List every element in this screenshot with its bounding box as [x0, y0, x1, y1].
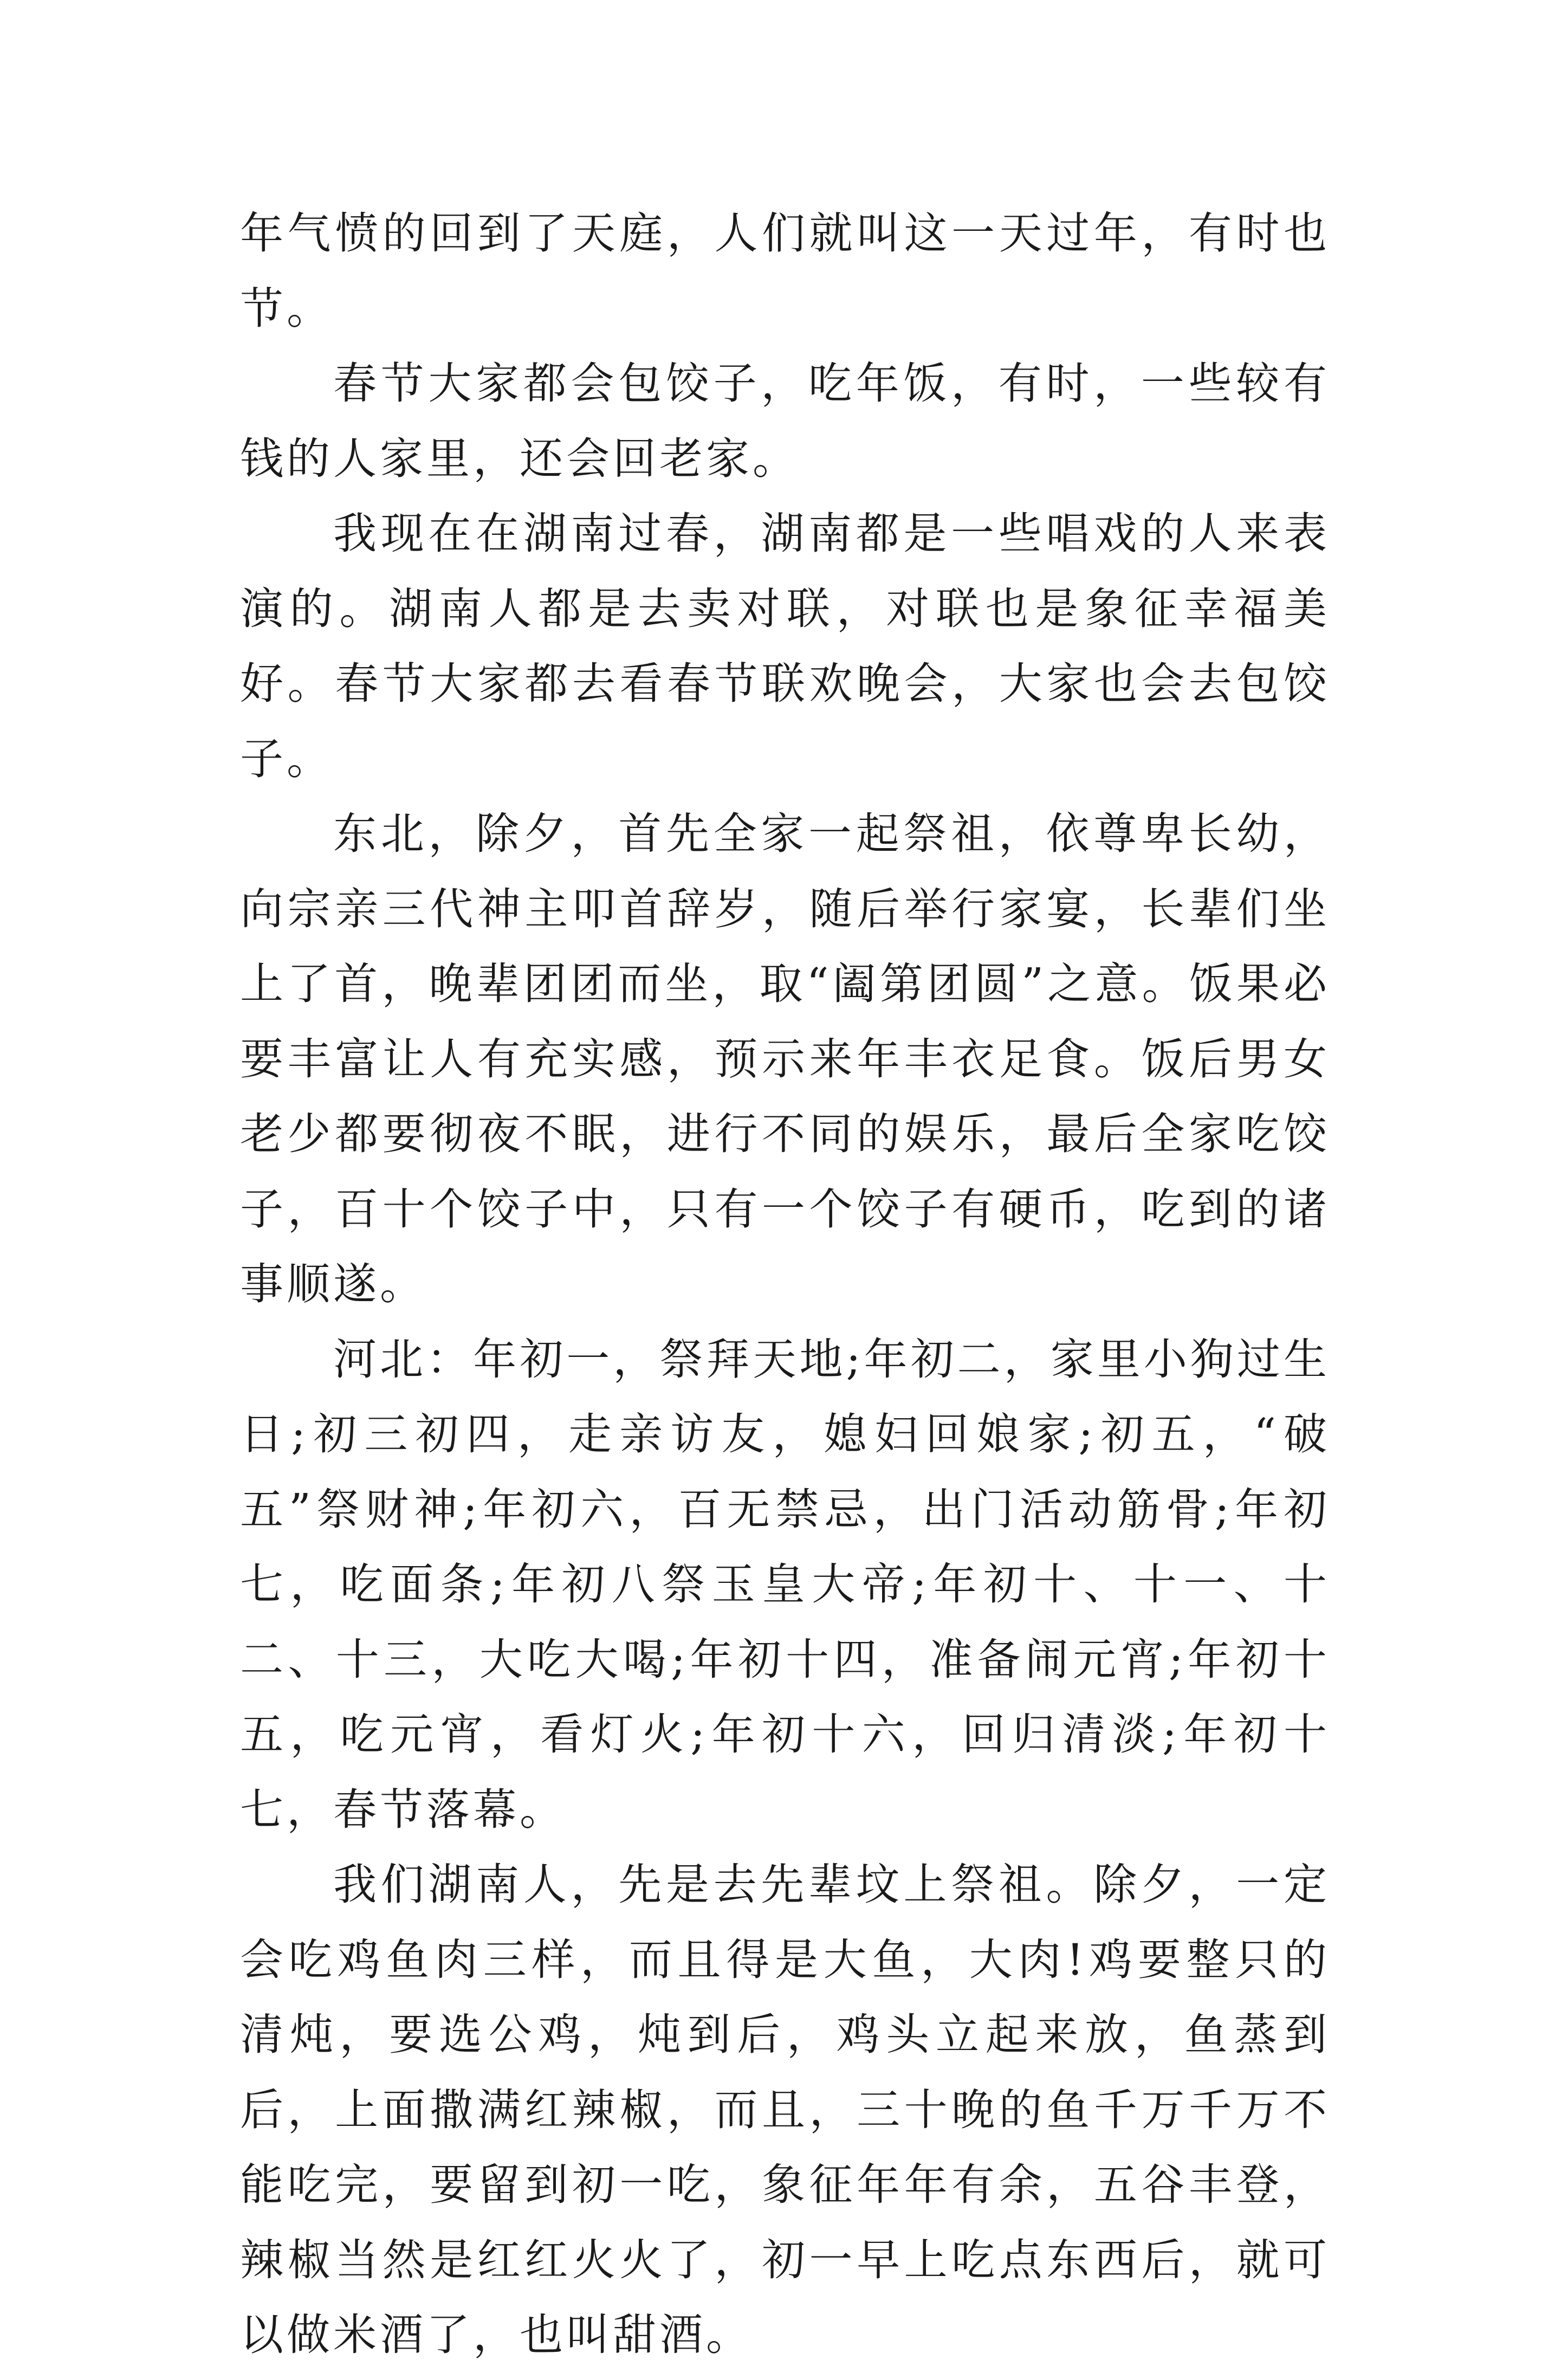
paragraph-4: 东北，除夕，首先全家一起祭祖，依尊卑长幼，向宗亲三代神主叩首辞岁，随后举行家宴，长辈们坐上了首，晚辈团团而坐，取“阖第团圆”之意。饭果必要丰富让人有充实感，预示来年丰衣足食。饭后男女老少都要彻夜不眠，进行不同的娱乐，最后全家吃饺子，百十个饺子中，只有一个饺子有硬币，吃到的诸事顺遂。: [240, 809, 1330, 1309]
body-text: [240, 196, 1330, 2373]
paragraph-5: 河北：年初一，祭拜天地;年初二，家里小狗过生日;初三初四，走亲访友，媳妇回娘家;初五，“破五”祭财神;年初六，百无禁忌，出门活动筋骨;年初七，吃面条;年初八祭玉皇大帝;年初十、十一、十二、十三，大吃大喝;年初十四，准备闹元宵;年初十五，吃元宵，看灯火;年初十六，回归清淡;年初十七，春节落幕。: [240, 1334, 1330, 1835]
paragraph-3: 我现在在湖南过春，湖南都是一些唱戏的人来表演的。湖南人都是去卖对联，对联也是象征幸福美好。春节大家都去看春节联欢晚会，大家也会去包饺子。: [240, 508, 1330, 784]
paragraph-1: 年气愤的回到了天庭，人们就叫这一天过年，有时也节。: [240, 208, 1330, 334]
paragraph-6: 我们湖南人，先是去先辈坟上祭祖。除夕，一定会吃鸡鱼肉三样，而且得是大鱼，大肉!鸡要整只的清炖，要选公鸡，炖到后，鸡头立起来放，鱼蒸到后，上面撒满红辣椒，而且，三十晚的鱼千万千万不能吃完，要留到初一吃，象征年年有余，五谷丰登，辣椒当然是红红火火了，初一早上吃点东西后，就可以做米酒了，也叫甜酒。: [240, 1859, 1330, 2360]
paragraph-2: 春节大家都会包饺子，吃年饭，有时，一些较有钱的人家里，还会回老家。: [240, 358, 1330, 484]
